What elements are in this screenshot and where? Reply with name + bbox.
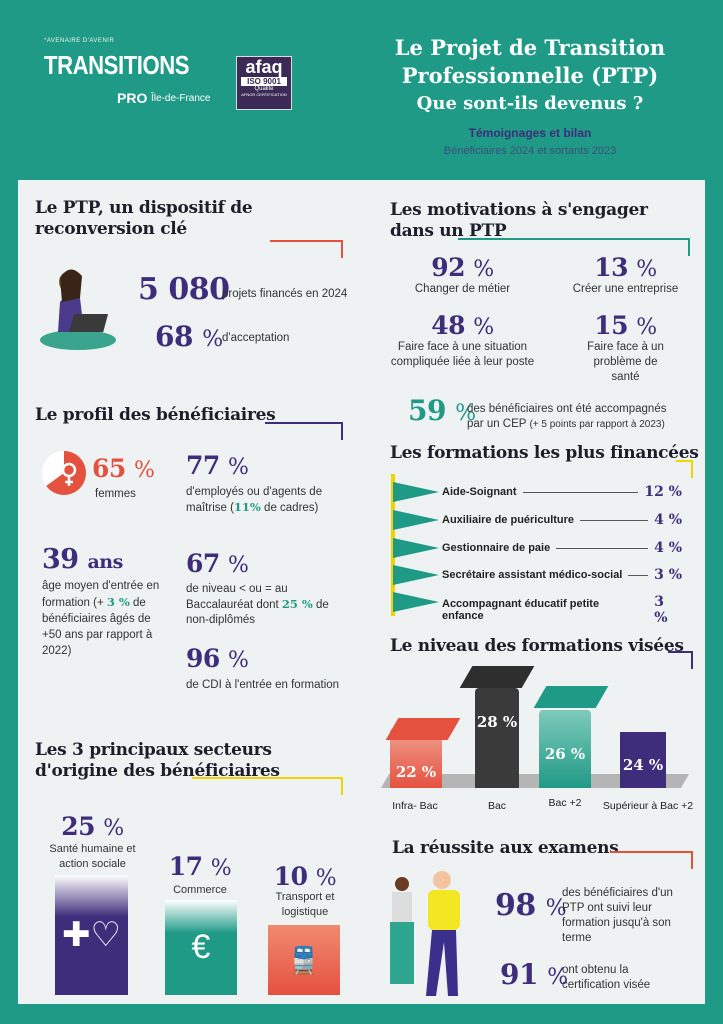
leader-line: [628, 575, 648, 576]
leader-line: [580, 520, 648, 521]
women-pie-icon: [41, 450, 87, 496]
cdi-number: 96: [186, 644, 220, 673]
health-care-hand-icon: ✚♡: [62, 916, 121, 954]
bar-label: Infra- Bac: [392, 800, 438, 812]
bar-value: 22 %: [395, 763, 437, 781]
cep-label: [467, 402, 682, 432]
motivation-value: 13 %: [594, 253, 657, 282]
women-number: 65: [92, 454, 126, 483]
level-number: 67: [186, 549, 220, 578]
formation-value: 3 %: [654, 594, 668, 626]
section-title-secteurs: Les 3 principaux secteurs d'origine des bénéficiaires: [35, 740, 280, 781]
logo-region: Île-de-France: [151, 93, 211, 104]
bracket-decoration: [265, 422, 343, 440]
leader-line: [556, 548, 648, 549]
women-value: 65 %: [92, 454, 155, 483]
level-bar: [475, 688, 519, 788]
bar-value: 26 %: [544, 745, 586, 763]
level-highlight: 25 %: [281, 597, 313, 611]
cep-text: des bénéficiaires ont été accompagnés par un CEP: [467, 403, 667, 430]
age-highlight: 3 %: [106, 595, 130, 609]
bar-value: 28 %: [476, 713, 518, 731]
afaq-certification-logo: afaq ISO 9001 Qualite AFNOR CERTIFICATION: [236, 56, 292, 110]
flag-icon: [393, 538, 439, 558]
formation-value: 12 %: [644, 484, 682, 500]
bar-label: Bac: [487, 800, 507, 812]
motivation-number: 15: [594, 311, 629, 340]
sector-value: 25 %: [61, 812, 124, 841]
section-title-profil: Le profil des bénéficiaires: [35, 405, 276, 425]
motivation-value: 15 %: [594, 311, 657, 340]
motivation-label: Changer de métier: [414, 283, 511, 295]
age-value: [42, 544, 123, 575]
motivation-value: 92 %: [431, 253, 494, 282]
formation-value: 3 %: [654, 567, 682, 583]
formation-label: Auxiliaire de puériculture: [442, 514, 575, 526]
cdi-value: 96 %: [186, 644, 249, 673]
bar-value: 24 %: [622, 756, 664, 774]
logo-tagline: *AVENAIRE D'AVENIR: [44, 38, 115, 44]
title-line-3: Que sont-ils devenus ?: [416, 93, 644, 114]
euro-coins-icon: €: [191, 928, 211, 966]
certification-value: 91 %: [500, 958, 568, 991]
motivation-label: Faire face à un problème de santé: [587, 341, 664, 383]
cep-number: 59: [408, 394, 446, 427]
logo-pro: PRO: [117, 90, 148, 106]
motivation-value: 48 %: [431, 311, 494, 340]
section-title-motivations: Les motivations à s'engager dans un PTP: [390, 200, 648, 241]
sector-label: Transport et logistique: [275, 891, 335, 918]
formation-label: Gestionnaire de paie: [442, 542, 551, 554]
bracket-decoration: [610, 851, 693, 869]
projects-label: projets financés en 2024: [222, 288, 348, 300]
employees-text-end: de cadres): [260, 502, 319, 514]
completion-label: des bénéficiaires d'un PTP ont suivi leur formation jusqu'à son terme: [562, 887, 673, 944]
graduation-cap-icon: [386, 718, 461, 740]
certification-label: ont obtenu la certification visée: [562, 964, 651, 991]
acceptance-number: 68: [155, 320, 193, 353]
sector-bar-health: [55, 875, 128, 995]
employees-value: 77 %: [186, 451, 249, 480]
sector-number: 10: [273, 862, 308, 891]
woman-laptop-illustration: [38, 262, 128, 354]
motivation-item: [385, 311, 540, 370]
cadres-value: 11%: [233, 500, 261, 514]
age-unit: ans: [87, 551, 123, 573]
sector-number: 25: [61, 812, 96, 841]
sector-label: Commerce: [173, 884, 227, 896]
age-label: [42, 578, 164, 659]
formation-label: Secrétaire assistant médico-social: [442, 569, 623, 581]
motivation-number: 48: [431, 311, 466, 340]
level-bar: [620, 732, 666, 788]
motivation-label: Créer une entreprise: [572, 283, 679, 295]
cep-note: (+ 5 points par rapport à 2023): [529, 419, 665, 430]
completion-number: 98: [495, 888, 536, 923]
flag-icon: [393, 592, 439, 612]
motivation-number: 92: [431, 253, 466, 282]
bracket-decoration: [270, 240, 343, 258]
projects-value: [138, 272, 229, 307]
flag-icon: [393, 565, 439, 585]
completion-value: 98 %: [495, 888, 567, 923]
level-bar: [539, 710, 591, 788]
level-label: [186, 582, 351, 628]
sector-label: Santé humaine et action sociale: [49, 843, 136, 870]
two-people-illustration: [380, 868, 480, 1000]
bracket-decoration: [676, 460, 693, 478]
level-text: de niveau < ou = au Baccalauréat dont: [186, 583, 288, 611]
section-title-dispositif: Le PTP, un dispositif de reconversion clé: [35, 198, 253, 239]
formation-item: [442, 540, 682, 556]
subtitle-period: Bénéficiaires 2024 et sortants 2023: [443, 145, 617, 157]
cdi-label: de CDI à l'entrée en formation: [186, 679, 340, 691]
logo-name: TRANSITIONS: [44, 50, 190, 80]
header: [0, 0, 723, 180]
age-text-end: de bénéficiaires âgés de +50 ans par rapport à 2022): [42, 597, 153, 657]
graduation-cap-icon: [460, 666, 535, 688]
motivation-item: [385, 253, 540, 297]
sector-value: 17 %: [168, 852, 232, 881]
level-value: 67 %: [186, 549, 249, 578]
formation-item: [442, 567, 682, 583]
level-text-end: de non-diplômés: [186, 599, 329, 626]
formation-value: 4 %: [654, 512, 682, 528]
employees-number: 77: [186, 451, 220, 480]
flag-icon: [393, 482, 439, 502]
motivation-item: [548, 253, 703, 297]
leader-line: [523, 492, 639, 493]
subtitle: Témoignages et bilan: [468, 126, 592, 140]
formation-item: [442, 594, 682, 626]
flag-icon: [393, 510, 439, 530]
motivation-item: [548, 311, 703, 385]
title-line-1: Le Projet de Transition: [394, 35, 666, 60]
age-number: 39: [42, 544, 79, 575]
formation-value: 4 %: [654, 540, 682, 556]
acceptance-label: d'acceptation: [222, 332, 290, 344]
formation-item: [442, 512, 682, 528]
certification-number: 91: [500, 958, 538, 991]
graduation-cap-icon: [534, 686, 609, 708]
age-text: âge moyen d'entrée en formation (+: [42, 580, 160, 609]
bar-label: Supérieur à Bac +2: [602, 800, 694, 812]
sector-bar-transport: [268, 925, 340, 995]
cep-value: 59 %: [408, 394, 476, 427]
employees-text: d'employés ou d'agents de maîtrise (: [186, 486, 323, 514]
section-title-niveau: Le niveau des formations visées: [390, 636, 684, 656]
section-title-reussite: La réussite aux examens: [392, 838, 619, 858]
formation-label: Accompagnant éducatif petite enfance: [442, 598, 600, 622]
page-title: [360, 34, 700, 118]
bar-label: Bac +2: [548, 797, 582, 809]
sector-bar-commerce: [165, 900, 237, 995]
bracket-decoration: [192, 777, 343, 795]
sector-number: 17: [168, 852, 203, 881]
sector-value: 10 %: [273, 862, 337, 891]
train-bus-icon: 🚆: [287, 944, 321, 975]
motivation-number: 13: [594, 253, 629, 282]
title-line-2: Professionnelle (PTP): [401, 63, 659, 88]
motivation-label: Faire face à une situation compliquée liée à leur poste: [390, 341, 535, 368]
formation-item: [442, 484, 682, 500]
acceptance-value: 68 %: [155, 320, 223, 353]
bracket-decoration: [668, 651, 693, 669]
employees-label: [186, 485, 336, 516]
formation-label: Aide-Soignant: [442, 486, 517, 498]
women-label: femmes: [95, 488, 136, 500]
section-title-formations: Les formations les plus financées: [390, 443, 699, 463]
projects-number: 5 080: [138, 272, 230, 307]
